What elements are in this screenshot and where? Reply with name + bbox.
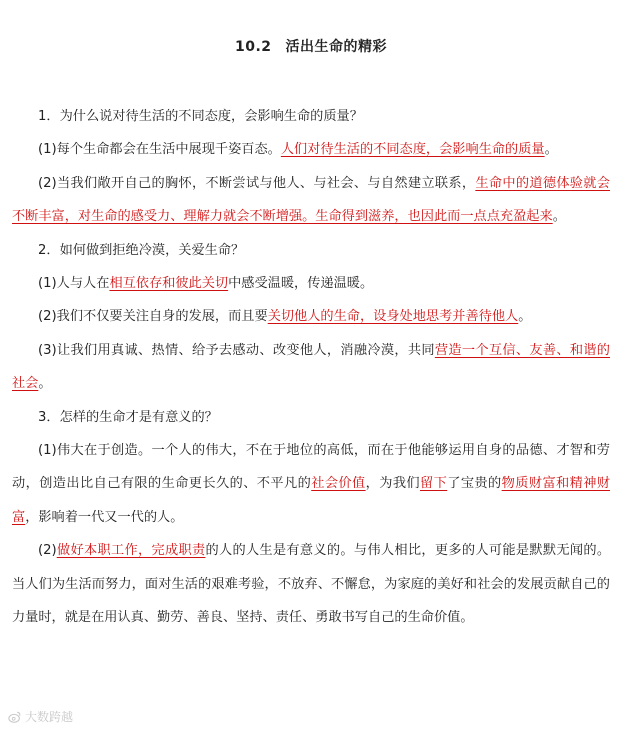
question-2: 2．如何做到拒绝冷漠，关爱生命？	[38, 242, 245, 258]
key-point: 相互依存和彼此关切	[109, 276, 229, 292]
answer-3-1: (1)伟大在于创造。一个人的伟大，不在于地位的高低，而在于他能够运用自身的品德、才智和劳动，创造出比自己有限的生命更长久的、不平凡的社会价值，为我们留下了宝贵的物质财富和精神财富，影响着一代又一代的人。	[12, 443, 611, 525]
key-point: 做好本职工作，完成职责	[56, 543, 206, 559]
key-point: 关切他人的生命，设身处地思考并善待他人	[267, 309, 519, 325]
answer-2-1: (1)人与人在相互依存和彼此关切中感受温暖，传递温暖。	[38, 276, 374, 292]
weibo-icon	[8, 710, 22, 724]
question-3: 3．怎样的生命才是有意义的？	[38, 409, 218, 425]
key-point: 留下	[420, 476, 448, 492]
watermark-text: 大数跨越	[25, 710, 74, 724]
key-point: 人们对待生活的不同态度，会影响生命的质量	[280, 142, 545, 158]
key-point: 营造一个互信、友善、和谐的社会	[12, 342, 610, 392]
watermark	[8, 708, 73, 725]
page-title	[0, 36, 622, 56]
section-title: 活出生命的精彩	[285, 39, 388, 55]
answer-3-2: (2)做好本职工作，完成职责的人的人生是有意义的。与伟人相比，更多的人可能是默默无闻的。当人们为生活而努力，面对生活的艰难考验，不放弃、不懈怠，为家庭的美好和社会的发展贡献自己的力量时，就是在用认真、勤劳、善良、坚持、责任、勇敢书写自己的生命价值。	[12, 543, 611, 626]
section-number: 10.2	[234, 39, 272, 55]
document-body	[12, 100, 610, 635]
question-1: 1．为什么说对待生活的不同态度，会影响生命的质量？	[38, 109, 363, 124]
key-point: 社会价值	[311, 476, 366, 492]
answer-2-2: (2)我们不仅要关注自身的发展，而且要关切他人的生命，设身处地思考并善待他人。	[38, 309, 532, 325]
key-point: 生命中的道德体验就会不断丰富，对生命的感受力、理解力就会不断增强。生命得到滋养，也因此而一点点充盈起来	[12, 175, 610, 225]
answer-1-1: (1)每个生命都会在生活中展现千姿百态。人们对待生活的不同态度，会影响生命的质量。	[38, 142, 558, 158]
answer-1-2: (2)当我们敞开自己的胸怀，不断尝试与他人、与社会、与自然建立联系，生命中的道德体验就会不断丰富，对生命的感受力、理解力就会不断增强。生命得到滋养，也因此而一点点充盈起来。	[12, 175, 610, 225]
key-point: 物质财富和精神财富	[12, 476, 611, 525]
answer-2-3: (3)让我们用真诚、热情、给予去感动、改变他人，消融冷漠，共同营造一个互信、友善、和谐的社会。	[12, 342, 610, 392]
